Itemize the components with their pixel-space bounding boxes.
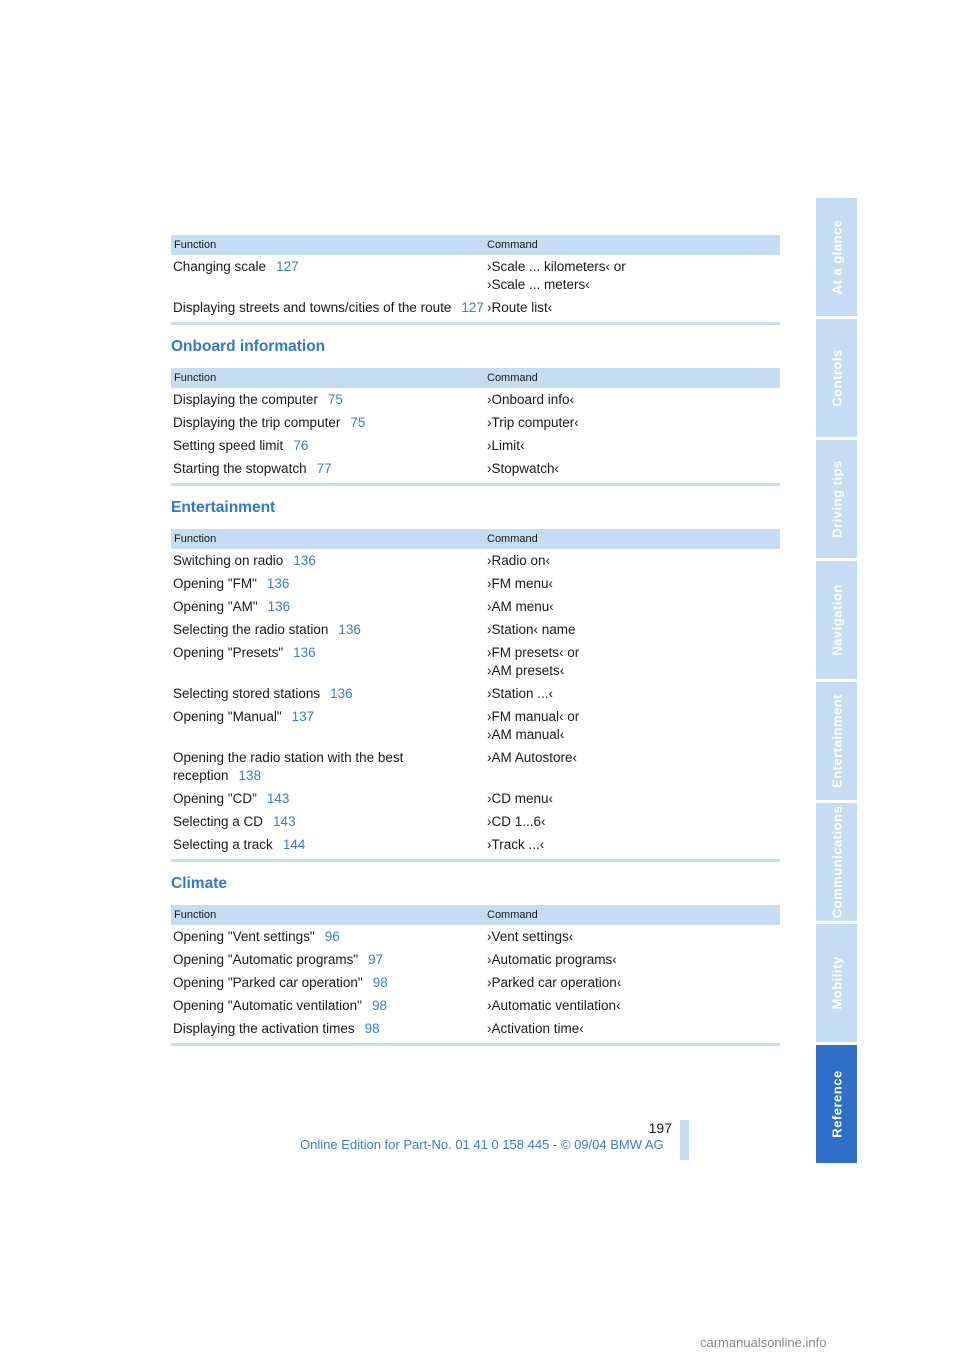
function-text: Selecting a CD: [173, 814, 264, 829]
function-cell: [171, 437, 487, 455]
command-text: ›Station ...‹: [487, 686, 554, 701]
function-cell: [171, 644, 487, 680]
function-text: Displaying the computer: [173, 392, 318, 407]
function-text: Selecting the radio station: [173, 622, 329, 637]
table-row: [171, 641, 780, 682]
command-text: ›Station‹ name: [487, 622, 576, 637]
function-text: Opening "Automatic programs": [173, 952, 359, 967]
table-row: [171, 457, 780, 480]
page-reference-link[interactable]: 97: [368, 952, 384, 967]
command-text: ›CD 1...6‹: [487, 814, 546, 829]
command-cell: [487, 813, 780, 831]
sidebar-tab-label: Controls: [829, 349, 844, 407]
command-cell: [487, 644, 780, 680]
function-cell: [171, 1020, 487, 1038]
command-text: ›FM manual‹ or: [487, 709, 580, 724]
command-text: ›Scale ... kilometers‹ or: [487, 259, 626, 274]
table-row: [171, 618, 780, 641]
command-cell: [487, 391, 780, 409]
page-reference-link[interactable]: 98: [371, 998, 387, 1013]
command-cell: [487, 258, 780, 294]
command-cell: [487, 997, 780, 1015]
page-reference-link[interactable]: 98: [364, 1021, 380, 1036]
sidebar-tab-at-a-glance[interactable]: [816, 198, 857, 316]
table-row: [171, 1017, 780, 1040]
function-cell: [171, 951, 487, 969]
function-cell: [171, 836, 487, 854]
command-cell: [487, 552, 780, 570]
command-cell: [487, 299, 780, 317]
command-cell: [487, 974, 780, 992]
page-reference-link[interactable]: 96: [324, 929, 340, 944]
header-function: Function: [174, 533, 217, 545]
table-header: [171, 368, 780, 388]
table-row: [171, 296, 780, 319]
command-text: ›Onboard info‹: [487, 392, 575, 407]
function-cell: [171, 258, 487, 294]
function-text: Opening "Automatic ventilation": [173, 998, 362, 1013]
sidebar-tab-label: At a glance: [829, 219, 844, 295]
command-table: [171, 529, 780, 862]
command-cell: [487, 685, 780, 703]
function-cell: [171, 974, 487, 992]
page-reference-link[interactable]: 138: [238, 768, 262, 783]
function-text: Displaying streets and towns/cities of the route: [173, 300, 452, 315]
function-cell: [171, 749, 487, 785]
function-text: Displaying the activation times: [173, 1021, 355, 1036]
table-row: [171, 682, 780, 705]
function-cell: [171, 997, 487, 1015]
function-cell: [171, 460, 487, 478]
command-text: ›Route list‹: [487, 300, 553, 315]
function-cell: [171, 575, 487, 593]
page-reference-link[interactable]: 136: [266, 576, 290, 591]
watermark: carmanualsonline.info: [700, 1335, 827, 1350]
table-row: [171, 971, 780, 994]
command-cell: [487, 575, 780, 593]
command-cell: [487, 1020, 780, 1038]
command-cell: [487, 621, 780, 639]
table-row: [171, 948, 780, 971]
page-number: 197: [648, 1120, 672, 1136]
content-area: [171, 235, 780, 1046]
page-reference-link[interactable]: 127: [461, 300, 484, 315]
function-text: Setting speed limit: [173, 438, 284, 453]
page-reference-link[interactable]: 136: [293, 645, 316, 660]
function-text: Selecting a track: [173, 837, 273, 852]
function-cell: [171, 928, 487, 946]
table-bottom-rule: [171, 322, 780, 325]
sidebar-tab-label: Navigation: [829, 584, 844, 656]
page-reference-link[interactable]: 136: [330, 686, 353, 701]
sidebar-tab-label: Communications: [829, 805, 844, 919]
command-text: ›Trip computer‹: [487, 415, 579, 430]
command-text: ›FM menu‹: [487, 576, 554, 591]
command-cell: [487, 598, 780, 616]
function-text: Opening "Parked car operation": [173, 975, 363, 990]
page-reference-link[interactable]: 143: [273, 814, 296, 829]
sidebar-tab-mobility[interactable]: [816, 924, 857, 1042]
page-reference-link[interactable]: 75: [327, 392, 343, 407]
command-cell: [487, 414, 780, 432]
command-text: ›Limit‹: [487, 438, 525, 453]
table-header: [171, 905, 780, 925]
function-text: Opening "CD": [173, 791, 257, 806]
function-cell: [171, 621, 487, 639]
page-reference-link[interactable]: 137: [291, 709, 315, 724]
command-cell: [487, 951, 780, 969]
sidebar-tab-controls[interactable]: [816, 319, 857, 437]
command-text: ›Scale ... meters‹: [487, 277, 590, 292]
table-row: [171, 994, 780, 1017]
sidebar-tab-label: Driving tips: [829, 460, 844, 538]
page-reference-link[interactable]: 76: [293, 438, 309, 453]
page-reference-link[interactable]: 98: [372, 975, 388, 990]
function-text: Opening "FM": [173, 576, 257, 591]
function-cell: [171, 391, 487, 409]
page-number-bar: [680, 1120, 689, 1160]
table-header: [171, 235, 780, 255]
command-text: ›CD menu‹: [487, 791, 554, 806]
section-heading: Entertainment: [171, 499, 276, 516]
function-cell: [171, 552, 487, 570]
function-text: Displaying the trip computer: [173, 415, 341, 430]
function-cell: [171, 813, 487, 831]
command-cell: [487, 928, 780, 946]
table-row: [171, 255, 780, 296]
function-cell: [171, 414, 487, 432]
header-command: Command: [487, 909, 538, 921]
header-command: Command: [487, 372, 538, 384]
page-reference-link[interactable]: 136: [267, 599, 291, 614]
table-row: [171, 705, 780, 746]
command-cell: [487, 437, 780, 455]
section-heading: Onboard information: [171, 338, 326, 355]
command-text: ›Activation time‹: [487, 1021, 584, 1036]
table-bottom-rule: [171, 483, 780, 486]
sidebar-tab-entertainment[interactable]: [816, 682, 857, 800]
function-text: Opening "Manual": [173, 709, 282, 724]
function-cell: [171, 299, 487, 317]
function-text: Opening the radio station with the best reception: [173, 750, 404, 783]
command-cell: [487, 460, 780, 478]
sidebar-tab-navigation[interactable]: [816, 561, 857, 679]
function-text: Opening "Presets": [173, 645, 284, 660]
command-table: [171, 235, 780, 325]
command-text: ›AM Autostore‹: [487, 750, 578, 765]
table-row: [171, 572, 780, 595]
command-text: ›Automatic ventilation‹: [487, 998, 621, 1013]
command-cell: [487, 708, 780, 744]
command-text: ›AM presets‹: [487, 663, 565, 678]
page-reference-link[interactable]: 136: [293, 553, 316, 568]
page-reference-link[interactable]: 136: [338, 622, 361, 637]
table-row: [171, 549, 780, 572]
header-command: Command: [487, 533, 538, 545]
header-command: Command: [487, 239, 538, 251]
sidebar-tab-label: Mobility: [829, 956, 844, 1010]
function-text: Starting the stopwatch: [173, 461, 307, 476]
table-bottom-rule: [171, 859, 780, 862]
sidebar-tab-driving-tips[interactable]: [816, 440, 857, 558]
command-text: ›AM manual‹: [487, 727, 565, 742]
function-cell: [171, 685, 487, 703]
sidebar-tab-label: Reference: [829, 1070, 844, 1138]
sidebar-tab-communications[interactable]: [816, 803, 857, 921]
page-reference-link[interactable]: 75: [350, 415, 366, 430]
table-bottom-rule: [171, 1043, 780, 1046]
table-row: [171, 595, 780, 618]
header-function: Function: [174, 909, 217, 921]
sidebar-tab-label: Entertainment: [829, 694, 844, 788]
function-text: Selecting stored stations: [173, 686, 321, 701]
table-row: [171, 810, 780, 833]
command-cell: [487, 836, 780, 854]
chapter-sidebar: [816, 198, 857, 1166]
command-text: ›Vent settings‹: [487, 929, 574, 944]
table-header: [171, 529, 780, 549]
function-cell: [171, 598, 487, 616]
function-text: Opening "AM": [173, 599, 258, 614]
function-cell: [171, 708, 487, 744]
section-heading: Climate: [171, 875, 227, 892]
command-text: ›Radio on‹: [487, 553, 551, 568]
table-row: [171, 925, 780, 948]
command-text: ›Stopwatch‹: [487, 461, 560, 476]
table-row: [171, 388, 780, 411]
command-cell: [487, 790, 780, 808]
sidebar-tab-reference[interactable]: [816, 1045, 857, 1163]
command-text: ›FM presets‹ or: [487, 645, 580, 660]
table-row: [171, 833, 780, 856]
function-text: Opening "Vent settings": [173, 929, 315, 944]
table-row: [171, 746, 780, 787]
command-text: ›AM menu‹: [487, 599, 554, 614]
function-cell: [171, 790, 487, 808]
command-text: ›Automatic programs‹: [487, 952, 617, 967]
function-text: Switching on radio: [173, 553, 284, 568]
page-reference-link[interactable]: 77: [316, 461, 332, 476]
page-reference-link[interactable]: 144: [282, 837, 306, 852]
page-reference-link[interactable]: 127: [276, 259, 299, 274]
command-cell: [487, 749, 780, 785]
command-text: ›Parked car operation‹: [487, 975, 622, 990]
command-table: [171, 368, 780, 486]
function-text: Changing scale: [173, 259, 267, 274]
command-table: [171, 905, 780, 1046]
table-row: [171, 434, 780, 457]
header-function: Function: [174, 239, 217, 251]
table-row: [171, 787, 780, 810]
table-row: [171, 411, 780, 434]
footer-edition-text: Online Edition for Part-No. 01 41 0 158 445 - © 09/04 BMW AG: [300, 1137, 664, 1152]
command-text: ›Track ...‹: [487, 837, 545, 852]
header-function: Function: [174, 372, 217, 384]
page-reference-link[interactable]: 143: [266, 791, 290, 806]
